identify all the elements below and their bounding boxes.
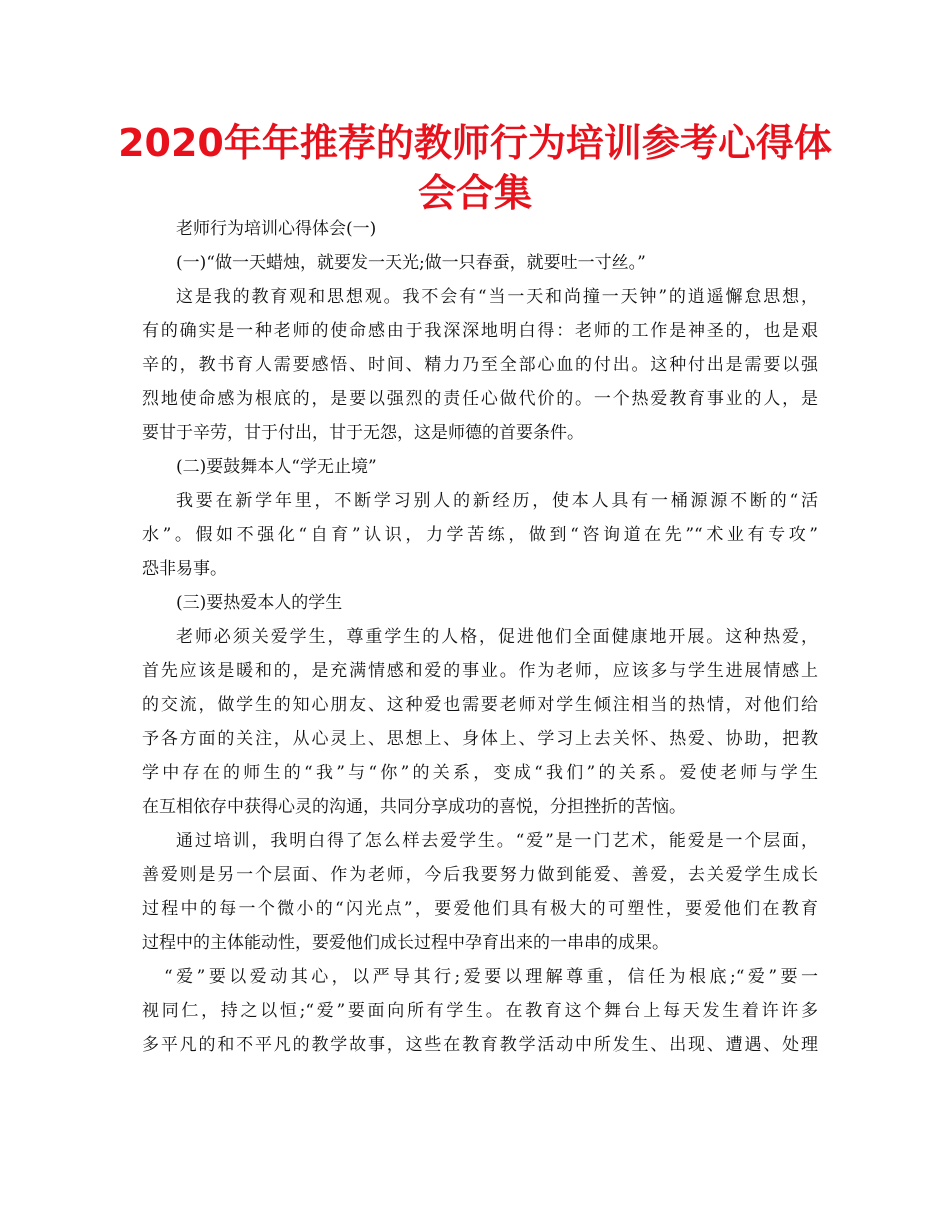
paragraph-line: 多平凡的和不平凡的教学故事，这些在教育教学活动中所发生、出现、遭遇、处理 (142, 1035, 818, 1055)
document-body (142, 212, 818, 1062)
paragraph-line: 学中存在的师生的“我”与“你”的关系，变成“我们”的关系。爱使老师与学生 (142, 763, 818, 783)
paragraph-line: 辛的，教书育人需要感悟、时间、精力乃至全部心血的付出。这种付出是需要以强 (142, 355, 818, 375)
paragraph-line: 视同仁，持之以恒;“爱”要面向所有学生。在教育这个舞台上每天发生着许许多 (142, 1001, 818, 1021)
title-line-2: 会合集 (417, 171, 532, 215)
subheading-1: (一)“做一天蜡烛，就要发一天光;做一只春蚕，就要吐一寸丝。” (176, 253, 646, 273)
paragraph-line: “爱”要以爱动其心，以严导其行;爱要以理解尊重，信任为根底;“爱”要一 (164, 967, 818, 987)
subheading-2: (二)要鼓舞本人“学无止境” (176, 457, 377, 477)
paragraph-line: 通过培训，我明白得了怎么样去爱学生。“爱”是一门艺术，能爱是一个层面， (176, 831, 818, 851)
title-line-1: 2020年年推荐的教师行为培训参考心得体 (118, 121, 832, 165)
paragraph-line: 的交流，做学生的知心朋友、这种爱也需要老师对学生倾注相当的热情，对他们给 (142, 695, 818, 715)
paragraph-line: 过程中的主体能动性，要爱他们成长过程中孕育出来的一串串的成果。 (142, 933, 669, 953)
paragraph-line: 恐非易事。 (142, 559, 227, 579)
paragraph-line: 首先应该是暖和的，是充满情感和爱的事业。作为老师，应该多与学生进展情感上 (142, 661, 818, 681)
paragraph-line: 水”。假如不强化“自育”认识，力学苦练，做到“咨询道在先”“术业有专攻” (142, 525, 818, 545)
paragraph-line: 烈地使命感为根底的，是要以强烈的责任心做代价的。一个热爱教育事业的人，是 (142, 389, 818, 409)
paragraph-line: 我要在新学年里，不断学习别人的新经历，使本人具有一桶源源不断的“活 (176, 491, 818, 511)
document-title (100, 118, 850, 218)
paragraph-line: 要甘于辛劳，甘于付出，甘于无怨，这是师德的首要条件。 (142, 423, 584, 443)
section-heading: 老师行为培训心得体会(一) (176, 219, 377, 239)
paragraph-line: 予各方面的关注，从心灵上、思想上、身体上、学习上去关怀、热爱、协助，把教 (142, 729, 818, 749)
paragraph-line: 善爱则是另一个层面、作为老师，今后我要努力做到能爱、善爱，去关爱学生成长 (142, 865, 818, 885)
paragraph-line: 有的确实是一种老师的使命感由于我深深地明白得：老师的工作是神圣的，也是艰 (142, 321, 818, 341)
subheading-3: (三)要热爱本人的学生 (176, 593, 343, 613)
paragraph-line: 这是我的教育观和思想观。我不会有“当一天和尚撞一天钟”的逍遥懈怠思想， (176, 287, 818, 307)
paragraph-line: 在互相依存中获得心灵的沟通，共同分享成功的喜悦，分担挫折的苦恼。 (142, 797, 686, 817)
paragraph-line: 老师必须关爱学生，尊重学生的人格，促进他们全面健康地开展。这种热爱， (176, 627, 818, 647)
paragraph-line: 过程中的每一个微小的“闪光点”，要爱他们具有极大的可塑性，要爱他们在教育 (142, 899, 818, 919)
